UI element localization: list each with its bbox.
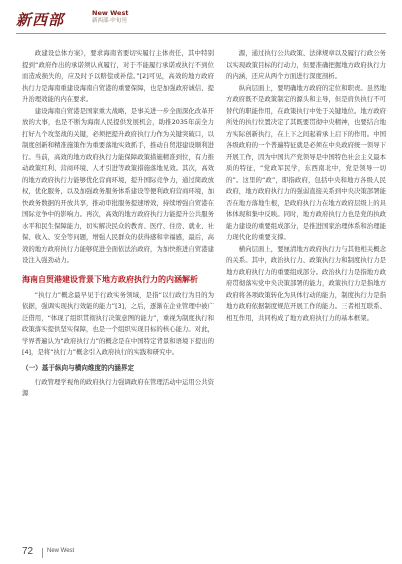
page-number: 72 <box>22 546 34 557</box>
header-divider <box>16 33 386 34</box>
right-column <box>226 48 386 324</box>
page-footer <box>0 540 402 564</box>
section-heading: 海南自贸港建设背景下地方政府执行力的内涵解析 <box>22 274 198 284</box>
body-paragraph: 纵向层面上，要明确地方政府的定位和职责。虽然地方政府既不是政策制定的源头和主导，但是肩负执行不可替代的职能作用，在政策执行中处于关键地位。地方政府所处的执行位置决定了其既要贯彻中央精神，也要结合地方实际创新执行，在上下之间起着承上启下的作用。中国各级政府的一个普遍特征就是必须在中央政府统一领导下开展工作，因为中国共产党领导是中国特色社会主义最本质的特征，“党政军民学，东西南北中，党是领导一切的”。这里的“政”，即指政府，包括中央和地方各级人民政府，地方政府执行力的强弱直接关系到中央决策部署能否在地方落地生根，是政府执行力在地方政府层级上的具体体现和集中反映。同时，地方政府执行力也是党的执政能力建设的重要组成部分，是推进国家治理体系和治理能力现代化的重要支撑。 <box>226 83 386 241</box>
body-paragraph: “执行力”概念最早见于行政实务领域，是指“以行政行为目的为依据，强调实现执行效能的能力”[3]，之后，逐渐在企业管理中被广泛借用，“体现了组织贯彻执行决策意图的能力”，重视为制度执行和政策落实提供坚实保障，也是一个组织实现目标的核心能力。对此，学界普遍认为“政府执行力”的概念是在中国特定背景和语境下提出的[4]，是将“执行力”概念引入政府执行的实践和研究中。 <box>22 290 214 356</box>
magazine-logo-subtitle <box>92 9 128 25</box>
magazine-logo-cn: 新西部·中旬刊 <box>92 18 127 24</box>
body-paragraph: 行政管理学视角的政府执行力强调政府在管理活动中运用公共资源 <box>22 377 214 397</box>
left-column <box>22 48 214 400</box>
footer-divider <box>42 548 43 558</box>
body-paragraph: 政建设总体方案》，要求海南省要切实履行主体责任，其中特别提到“政府作出的承诺须认真履行，对于不能履行承诺或执行不到位而造成损失的，应及时予以赔偿或补偿。”[2]可见，高效的地方政府执行力是海南重建设海南自贸港的重要保障，也是加强政府诚信、提升治理效能的内在要求。 <box>22 49 214 103</box>
subsection-heading: （一）基于纵向与横向维度的内涵界定 <box>22 363 135 372</box>
footer-magazine-name: New West <box>47 548 75 554</box>
magazine-logo-en: New West <box>92 9 129 17</box>
body-paragraph: 建设海南自贸港是国家重大战略，是事关进一步全面深化改革开放的大事，也是不断为海南人民提供发展机会，助推2035年前全力打好九个攻坚战的关键，必须把提升政府执行力作为关键突破口，以制度创新和精准施策作为重要落地实效抓手，推动自贸港建设顺利进行。当前，高效的地方政府执行力能保障政策措施精准到位，有力推动政策红利、营商环境、人才引进等政策措施落地见效。其次，高效的地方政府执行力能够优化营商环境，提升国际竞争力，通过简政放权，优化服务，以及加强政务服务体系建设等便利政府营商环境，加快政务数据的开放共享，推动审批服务提速增效，持续增强自贸港在国际竞争中的影响力。再次，高效的地方政府执行力能提升公共服务水平和民生保障能力，切实解决民众的教育、医疗、住房、就业、社保、收入、安全等问题，增强人民群众的获得感和幸福感，最后，高效的地方政府执行力能够促进全面依法治政府，为加快推进自贸港建设注入强劲动力。 <box>22 106 214 264</box>
page-header <box>0 0 402 36</box>
body-paragraph: 横向层面上，要厘清地方政府执行力与其他相关概念的关系。其中，政治执行力、政策执行力和制度执行力是地方政府执行力的重要组成部分。政治执行力是指地方政府贯彻落实党中央决策部署的能力，政策执行力是指地方政府将各项政策转化为具体行动的能力，制度执行力是指地方政府依据制度规范开展工作的能力。三者相互联系、相互作用，共同构成了地方政府执行力的基本框架。 <box>226 244 386 322</box>
body-paragraph: 源，通过执行公共政策、法律规章以及履行行政公务以实现政策目标的行动力，但要准确把握地方政府执行力的内涵，还应从两个方面进行深度剖析。 <box>226 49 386 80</box>
magazine-logo: 新西部 <box>16 11 65 29</box>
